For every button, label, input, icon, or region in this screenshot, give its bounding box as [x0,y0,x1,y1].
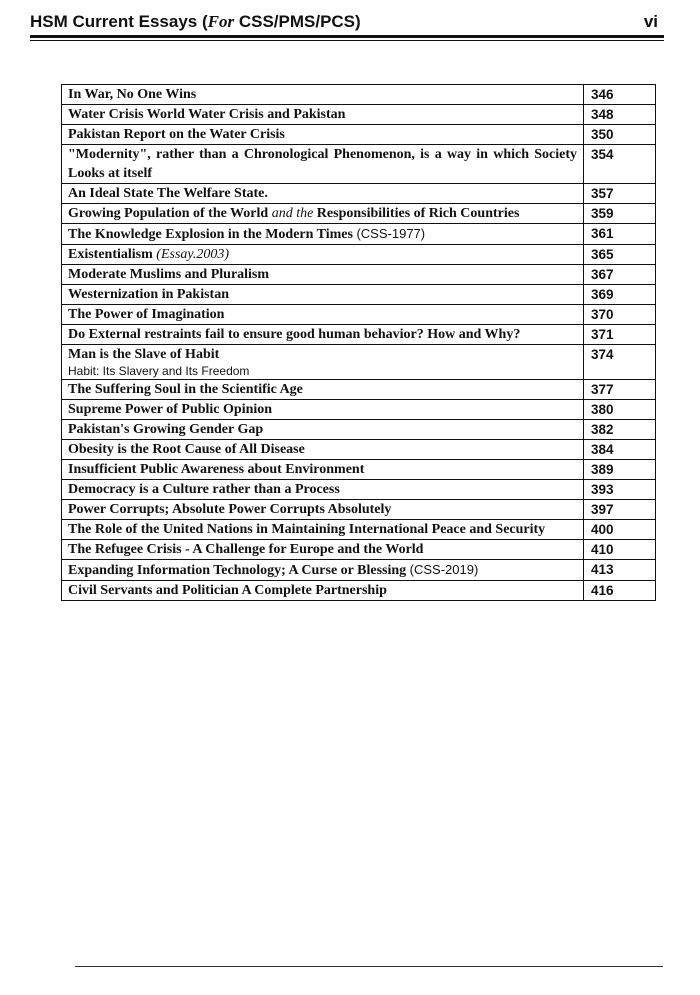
entry-title [62,440,584,460]
entry-page: 367 [584,265,656,285]
entry-page: 359 [584,204,656,224]
table-row [62,125,656,145]
table-row [62,245,656,265]
book-title-text: HSM Current Essays [30,12,198,31]
table-row [62,325,656,345]
entry-title [62,520,584,540]
table-row [62,85,656,105]
entry-title-text: An Ideal State The Welfare State. [68,186,268,201]
entry-title-text: Moderate Muslims and Pluralism [68,267,270,282]
entry-title-text: The Suffering Soul in the Scientific Age [68,382,303,397]
footer-rule [75,966,663,967]
table-row [62,581,656,601]
entry-title-text: Civil Servants and Politician A Complete Partnership [68,583,387,598]
entry-title [62,460,584,480]
table-row [62,520,656,540]
entry-title [62,105,584,125]
header-rule-thick [30,35,664,38]
contents-table [61,84,656,601]
table-row [62,184,656,204]
entry-title [62,245,584,265]
entry-title [62,265,584,285]
entry-title [62,480,584,500]
entry-title-text: Insufficient Public Awareness about Environment [68,462,365,477]
entry-title-italic: and the [271,206,314,221]
entry-page: 413 [584,560,656,581]
entry-title [62,581,584,601]
entry-title-text: Obesity is the Root Cause of All Disease [68,442,305,457]
entry-title-text: Responsibilities of Rich Countries [316,206,520,221]
entry-title-text: Power Corrupts; Absolute Power Corrupts Absolutely [68,502,392,517]
entry-page: 357 [584,184,656,204]
entry-title-text: Westernization in Pakistan [68,287,230,302]
book-title: HSM Current Essays (For CSS/PMS/PCS) [30,12,361,31]
entry-page: 374 [584,345,656,380]
table-row [62,285,656,305]
table-row [62,204,656,224]
table-row [62,500,656,520]
entry-title [62,380,584,400]
entry-title [62,224,584,245]
edition-text: CSS/PMS/PCS) [238,12,361,31]
entry-title-text: Existentialism [68,247,153,262]
entry-title-text: In War, No One Wins [68,87,197,102]
table-row [62,380,656,400]
entry-title [62,540,584,560]
entry-title [62,325,584,345]
table-row [62,265,656,285]
entry-title-text: "Modernity", rather than a Chronological Phenomenon, is a way in which Society Looks at itself [68,147,577,181]
table-row [62,224,656,245]
entry-title-text: Pakistan Report on the Water Crisis [68,127,285,142]
table-row [62,420,656,440]
entry-page: 389 [584,460,656,480]
entry-page: 410 [584,540,656,560]
table-row [62,145,656,184]
entry-subtitle: Habit: Its Slavery and Its Freedom [68,364,250,378]
table-row [62,400,656,420]
table-row [62,540,656,560]
entry-title [62,400,584,420]
entry-title-text: The Refugee Crisis - A Challenge for Europe and the World [68,542,424,557]
table-row [62,480,656,500]
table-row [62,560,656,581]
entry-page: 382 [584,420,656,440]
entry-title [62,204,584,224]
entry-title [62,560,584,581]
entry-note: (CSS-1977) [356,226,426,241]
entry-page: 416 [584,581,656,601]
entry-page: 393 [584,480,656,500]
entry-note: (Essay.2003) [156,247,229,262]
entry-page: 371 [584,325,656,345]
entry-title [62,305,584,325]
running-header [30,12,664,36]
entry-page: 400 [584,520,656,540]
entry-title [62,500,584,520]
entry-page: 370 [584,305,656,325]
entry-title [62,145,584,184]
entry-note: (CSS-2019) [409,562,479,577]
entry-page: 397 [584,500,656,520]
entry-title [62,184,584,204]
entry-title-text: The Role of the United Nations in Maintaining International Peace and Security [68,522,546,537]
entry-page: 377 [584,380,656,400]
entry-title-text: Do External restraints fail to ensure good human behavior? How and Why? [68,327,521,342]
entry-page: 361 [584,224,656,245]
table-row [62,105,656,125]
entry-page: 380 [584,400,656,420]
table-row [62,440,656,460]
entry-title-text: Man is the Slave of Habit [68,347,220,362]
entry-title-text: Expanding Information Technology; A Curse or Blessing [68,563,407,578]
entry-title [62,125,584,145]
entry-page: 365 [584,245,656,265]
entry-title-text: Growing Population of the World [68,206,269,221]
entry-page: 346 [584,85,656,105]
entry-title-text: Water Crisis World Water Crisis and Pakistan [68,107,346,122]
entry-title-text: Democracy is a Culture rather than a Process [68,482,340,497]
entry-title-text: Pakistan's Growing Gender Gap [68,422,264,437]
entry-page: 348 [584,105,656,125]
edition-italic: For [207,12,235,31]
entry-title-text: Supreme Power of Public Opinion [68,402,273,417]
table-row [62,460,656,480]
table-row [62,305,656,325]
entry-title-text: The Power of Imagination [68,307,225,322]
entry-title [62,85,584,105]
entry-title-text: The Knowledge Explosion in the Modern Times [68,227,353,242]
entry-page: 350 [584,125,656,145]
table-row [62,345,656,380]
entry-page: 354 [584,145,656,184]
entry-page: 384 [584,440,656,460]
entry-page: 369 [584,285,656,305]
entry-title [62,345,584,380]
header-rule-thin [30,40,664,41]
page-number: vi [643,12,658,31]
entry-title [62,420,584,440]
entry-title [62,285,584,305]
